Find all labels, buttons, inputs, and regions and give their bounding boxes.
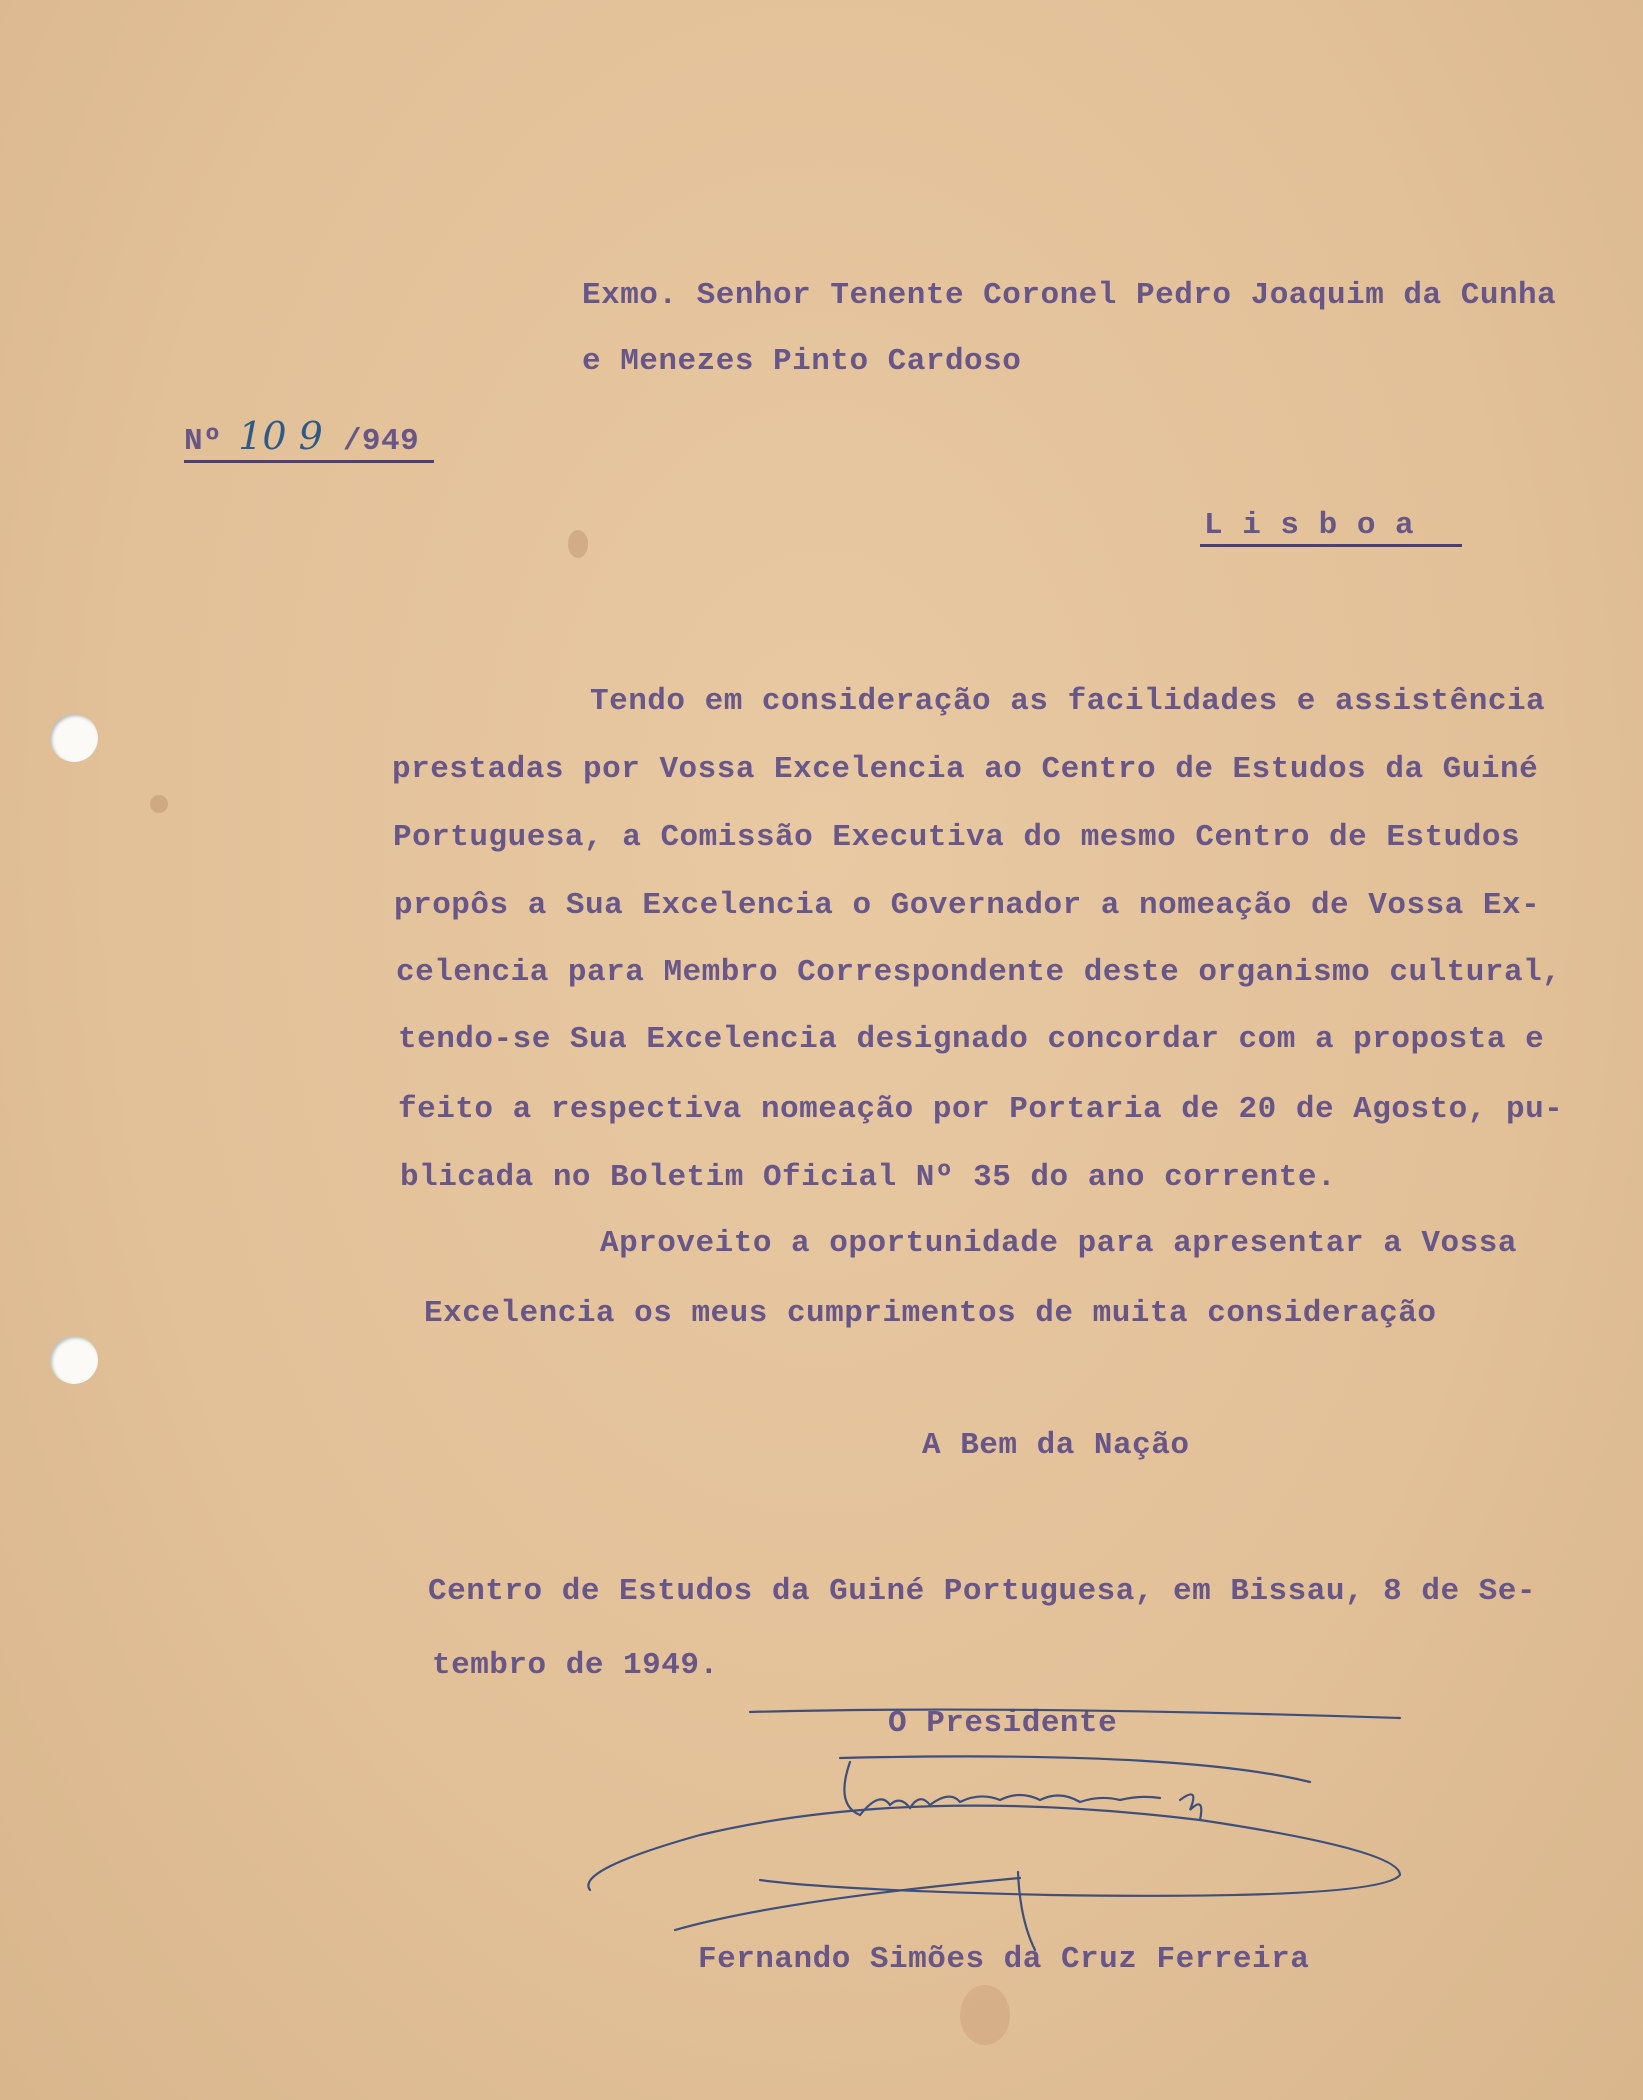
reference-underline	[184, 460, 434, 463]
reference-prefix: Nº	[184, 424, 223, 459]
city: L i s b o a	[1204, 508, 1415, 543]
city-underline	[1200, 544, 1462, 547]
place-date-line: Centro de Estudos da Guiné Portuguesa, em Bissau, 8 de Se-	[428, 1574, 1536, 1609]
addressee-line-2: e Menezes Pinto Cardoso	[582, 344, 1022, 379]
body-line: feito a respectiva nomeação por Portaria de 20 de Agosto, pu-	[398, 1092, 1564, 1127]
handwritten-signature	[580, 1700, 1420, 1960]
body-line: Excelencia os meus cumprimentos de muita consideração	[424, 1296, 1437, 1331]
reference-number	[184, 414, 419, 460]
stain	[960, 1985, 1010, 2045]
body-line: prestadas por Vossa Excelencia ao Centro de Estudos da Guiné	[392, 752, 1539, 787]
reference-handwritten: 10 9	[238, 414, 323, 458]
body-line: propôs a Sua Excelencia o Governador a nomeação de Vossa Ex-	[394, 888, 1541, 923]
body-line: blicada no Boletim Oficial Nº 35 do ano corrente.	[400, 1160, 1337, 1195]
punch-hole-top	[50, 714, 98, 762]
body-line: celencia para Membro Correspondente deste organismo cultural,	[396, 955, 1562, 990]
stain	[150, 795, 168, 813]
place-date-line: tembro de 1949.	[432, 1648, 719, 1683]
signatory-title: O Presidente	[888, 1706, 1118, 1741]
body-line: Tendo em consideração as facilidades e assistência	[590, 684, 1546, 719]
body-line: Aproveito a oportunidade para apresentar a Vossa	[600, 1226, 1517, 1261]
reference-suffix: /949	[342, 424, 420, 459]
addressee-line-1: Exmo. Senhor Tenente Coronel Pedro Joaquim da Cunha	[582, 278, 1557, 313]
body-line: tendo-se Sua Excelencia designado concordar com a proposta e	[398, 1022, 1545, 1057]
body-line: Portuguesa, a Comissão Executiva do mesmo Centro de Estudos	[393, 820, 1521, 855]
stain	[568, 530, 588, 558]
signatory-name: Fernando Simões da Cruz Ferreira	[698, 1942, 1310, 1977]
punch-hole-bottom	[50, 1336, 98, 1384]
closing-salutation: A Bem da Nação	[922, 1428, 1190, 1463]
